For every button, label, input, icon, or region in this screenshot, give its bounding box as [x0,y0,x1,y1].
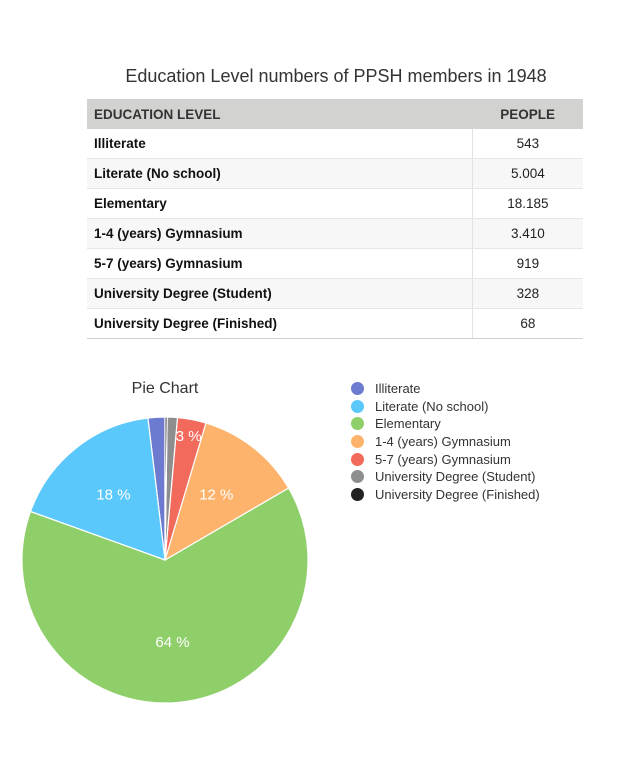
table-row [87,189,583,219]
legend-swatch [351,382,364,395]
legend-swatch [351,400,364,413]
pie-data-label: 64 % [155,634,190,652]
pie-data-label: 18 % [96,486,131,504]
table-row [87,249,583,279]
row-value: 68 [472,309,583,339]
pie-data-label: 12 % [199,486,234,504]
pie-data-label: 3 % [175,427,202,445]
row-value: 919 [472,249,583,279]
legend-swatch [351,453,364,466]
row-label: 5-7 (years) Gymnasium [87,249,472,279]
legend-item [351,433,540,451]
legend-item [351,380,540,398]
legend-label: 5-7 (years) Gymnasium [375,451,511,467]
row-value: 543 [472,129,583,159]
table-row [87,159,583,189]
pie-chart [0,400,330,720]
legend-label: Illiterate [375,381,421,397]
row-value: 328 [472,279,583,309]
table-header-row [87,99,583,129]
legend-label: Literate (No school) [375,398,489,414]
table-row [87,219,583,249]
row-value: 5.004 [472,159,583,189]
row-label: University Degree (Student) [87,279,472,309]
legend-swatch [351,435,364,448]
row-label: University Degree (Finished) [87,309,472,339]
table-row [87,309,583,339]
legend-item [351,450,540,468]
row-label: 1-4 (years) Gymnasium [87,219,472,249]
legend-item [351,398,540,416]
table-title: Education Level numbers of PPSH members in 1948 [125,66,547,86]
row-label: Elementary [87,189,472,219]
legend-label: 1-4 (years) Gymnasium [375,434,511,450]
header-people: PEOPLE [472,99,583,129]
legend-item [351,486,540,504]
legend-swatch [351,488,364,501]
row-label: Literate (No school) [87,159,472,189]
row-label: Illiterate [87,129,472,159]
legend-label: University Degree (Student) [375,469,536,485]
legend-swatch [351,470,364,483]
header-education-level: EDUCATION LEVEL [87,99,472,129]
legend-label: University Degree (Finished) [375,486,540,502]
legend-item [351,415,540,433]
legend-label: Elementary [375,416,441,432]
pie-legend [351,380,540,503]
legend-item [351,468,540,486]
table-row [87,129,583,159]
table-row [87,279,583,309]
pie-chart-title: Pie Chart [131,380,199,397]
education-table [87,99,583,339]
legend-swatch [351,417,364,430]
row-value: 3.410 [472,219,583,249]
row-value: 18.185 [472,189,583,219]
